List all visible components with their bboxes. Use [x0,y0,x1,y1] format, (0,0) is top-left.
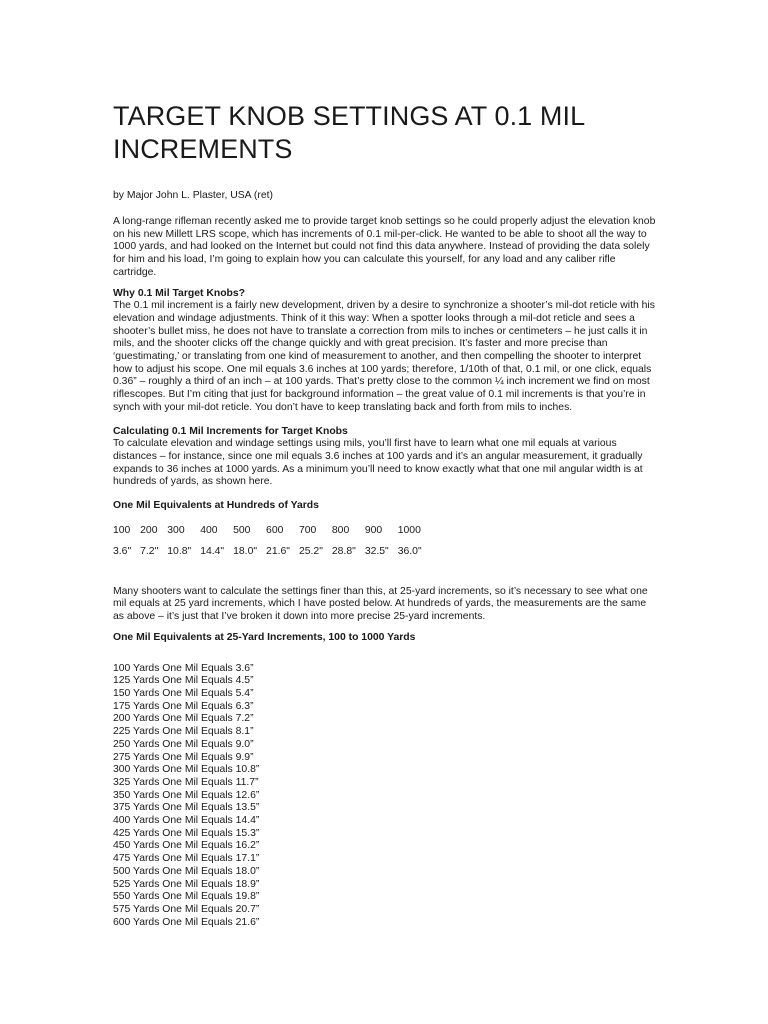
table-cell: 25.2" [298,545,323,557]
table-cell: 28.8" [331,545,356,557]
document-page [113,100,658,929]
table-cell: 7.2" [140,545,159,557]
list-item: 225 Yards One Mil Equals 8.1” [113,726,254,738]
list-item: 350 Yards One Mil Equals 12.6” [113,789,260,801]
list-item: 275 Yards One Mil Equals 9.9” [113,751,254,763]
section-paragraph-calculating: To calculate elevation and windage settings using mils, you’ll first have to learn what one mil equals at various distances – for instance, since one mil equals 3.6 inches at 100 yards and it’s an angular measurement, it gradually expands to 36 inches at 1000 yards. As a minimum you’ll need to know exactly what that one mil angular width is at hundreds of yards, as shown here. [113,438,643,488]
table-cell: 700 [298,524,317,536]
table-followup-paragraph: Many shooters want to calculate the settings finer than this, at 25-yard increments, so it’s necessary to see what one mil equals at 25 yard increments, which I have posted below. At hundreds of yards, the measurements are the same as above – it’s just that I’ve broken it down into more precise 25-yard increments. [113,585,648,623]
mil-equivalents-table [113,525,431,569]
table-cell: 900 [364,524,383,536]
table-cell: 200 [140,524,158,536]
table-cell: 14.4" [200,545,225,557]
article-byline: by Major John L. Plaster, USA (ret) [113,190,273,201]
list-item: 450 Yards One Mil Equals 16.2” [113,840,260,852]
list-item: 250 Yards One Mil Equals 9.0” [113,738,254,750]
list-item: 600 Yards One Mil Equals 21.6” [113,916,260,928]
intro-paragraph: A long-range rifleman recently asked me to provide target knob settings so he could properly adjust the elevation knob on his new Millett LRS scope, which has increments of 0.1 mil-per-click. He wanted to be able to shoot all the way to 1000 yards, and had looked on the Internet but could not find this data anywhere. Instead of providing the data solely for him and his load, I’m going to explain how you can calculate this yourself, for any load and any caliber rifle cartridge. [113,216,656,278]
list-heading: One Mil Equivalents at 25-Yard Increments, 100 to 1000 Yards [113,631,416,643]
table-cell: 100 [113,524,131,536]
table-cell: 300 [167,524,185,536]
list-item: 150 Yards One Mil Equals 5.4” [113,687,254,699]
table-cell: 3.6" [113,545,132,557]
table-cell: 10.8" [167,545,192,557]
article-title: TARGET KNOB SETTINGS AT 0.1 MIL INCREMENTS [113,101,585,164]
list-item: 300 Yards One Mil Equals 10.8” [113,764,260,776]
section-heading-calculating: Calculating 0.1 Mil Increments for Target Knobs [113,425,348,437]
table-cell: 500 [233,524,251,536]
table-cell: 1000 [397,524,421,536]
table-heading: One Mil Equivalents at Hundreds of Yards [113,500,319,512]
table-row-inches [113,546,431,569]
list-item: 475 Yards One Mil Equals 17.1” [113,853,260,865]
table-cell: 18.0" [233,545,258,557]
section-heading-why: Why 0.1 Mil Target Knobs? [113,287,246,299]
table-cell: 32.5" [364,545,389,557]
list-item: 175 Yards One Mil Equals 6.3” [113,700,254,712]
list-item: 550 Yards One Mil Equals 19.8” [113,891,260,903]
list-item: 375 Yards One Mil Equals 13.5” [113,802,260,814]
list-item: 500 Yards One Mil Equals 18.0” [113,865,260,877]
table-cell: 21.6" [266,545,290,557]
list-item: 125 Yards One Mil Equals 4.5” [113,675,254,687]
table-cell: 400 [200,524,218,536]
list-item: 400 Yards One Mil Equals 14.4” [113,815,260,827]
table-cell: 600 [266,524,284,536]
list-item: 525 Yards One Mil Equals 18.9” [113,878,260,890]
list-item: 575 Yards One Mil Equals 20.7” [113,903,260,915]
list-item: 100 Yards One Mil Equals 3.6” [113,662,254,674]
yard-increment-list [113,663,658,930]
table-cell: 36.0" [397,545,422,557]
table-cell: 800 [331,524,350,536]
list-item: 200 Yards One Mil Equals 7.2” [113,713,254,725]
table-row-yards [113,525,431,546]
section-paragraph-why: The 0.1 mil increment is a fairly new development, driven by a desire to synchronize a shooter’s mil-dot reticle with his elevation and windage adjustments. Think of it this way: When a spotter looks through a mil-dot reticle and sees a shooter’s bullet miss, he does not have to translate a correction from mils to inches or centimeters – he just calls it in mils, and the shooter clicks off the change quickly and with great precision. It’s faster and more precise than ‘guestimating,’ or translating from one kind of measurement to another, and then compelling the shooter to interpret how to adjust his scope. One mil equals 3.6 inches at 100 yards; therefore, 1/10th of that, 0.1 mil, or one click, equals 0.36” – roughly a third of an inch – at 100 yards. That’s pretty close to the common ¼ inch increment we find on most riflescopes. But I’m citing that just for background information – the great value of 0.1 mil increments is that you’re in synch with your mil-dot reticle. You don’t have to keep translating back and forth from mils to inches. [113,300,655,413]
list-item: 425 Yards One Mil Equals 15.3” [113,827,260,839]
list-item: 325 Yards One Mil Equals 11.7” [113,776,259,788]
